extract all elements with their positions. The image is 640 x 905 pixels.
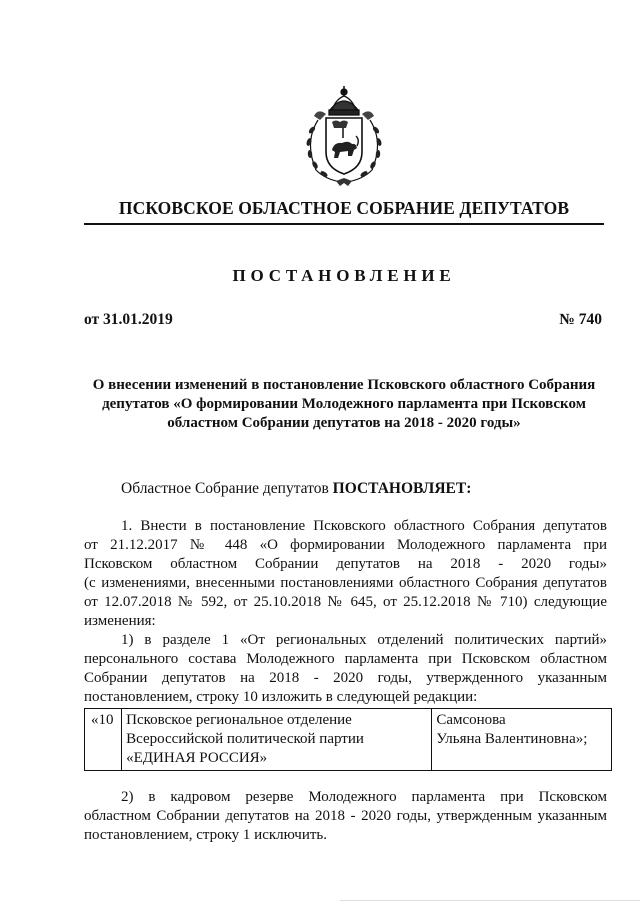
organization-cell [122,709,432,771]
paragraph-line: 1. Внести в постановление Псковского областного Собрания депутатов [121,518,607,534]
paragraph-line: постановлением, строку 1 исключить. [84,827,327,843]
document-type: ПОСТАНОВЛЕНИЕ [232,266,456,285]
document-number: № 740 [559,311,602,328]
crown-icon [329,86,359,115]
table-row [85,709,612,771]
paragraph-line: областном Собрании депутатов на 2018 - 2020 годы, утвержденным указанным [84,808,607,824]
paragraph-line: 2) в кадровом резерве Молодежного парламента при Псковском [121,789,607,805]
organization-title: ПСКОВСКОЕ ОБЛАСТНОЕ СОБРАНИЕ ДЕПУТАТОВ [118,198,570,218]
page-edge-line [340,900,640,901]
paragraph-line: от 12.07.2018 № 592, от 25.10.2018 № 645, от 25.12.2018 № 710) следующие [84,594,607,610]
row-number-cell: «10 [85,709,122,771]
cell-line: Самсонова [436,712,506,728]
paragraph-line: (с изменениями, внесенными постановлениями областного Собрания депутатов [84,575,607,591]
paragraph-2 [84,631,607,707]
cell-line: Псковское региональное отделение [126,712,352,728]
cell-line: Всероссийской политической партии [126,731,364,747]
document-subject [84,376,604,433]
subject-line: депутатов «О формировании Молодежного парламента при Псковском [102,396,586,412]
paragraph-3 [84,788,607,845]
cell-line: «ЕДИНАЯ РОССИЯ» [126,750,268,766]
cell-line: Ульяна Валентиновна»; [436,731,588,747]
paragraph-line: 1) в разделе 1 «От региональных отделений политических партий» [121,632,607,648]
header-rule [84,223,604,225]
paragraph-line: изменения: [84,613,156,629]
preamble [121,480,471,498]
preamble-text: Областное Собрание депутатов [121,480,333,497]
coat-of-arms-icon [296,86,392,188]
subject-line: О внесении изменений в постановление Псковского областного Собрания [92,377,596,393]
subject-line: областном Собрании депутатов на 2018 - 2020 годы» [167,415,521,431]
paragraph-line: Псковском областном Собрании депутатов на 2018 - 2020 годы» [84,556,607,572]
paragraph-line: от 21.12.2017 № 448 «О формировании Молодежного парламента при [84,537,607,553]
document-date: от 31.01.2019 [84,311,173,328]
paragraph-1 [84,517,607,631]
paragraph-line: Собрании депутатов на 2018 - 2020 годы, утвержденного указанным [84,670,607,686]
preamble-emphasis: ПОСТАНОВЛЯЕТ: [332,480,472,497]
paragraph-line: постановлением, строку 10 изложить в следующей редакции: [84,689,478,705]
person-name-cell [432,709,612,771]
paragraph-line: персонального состава Молодежного парламента при Псковском областном [84,651,607,667]
amendment-table [84,708,612,771]
